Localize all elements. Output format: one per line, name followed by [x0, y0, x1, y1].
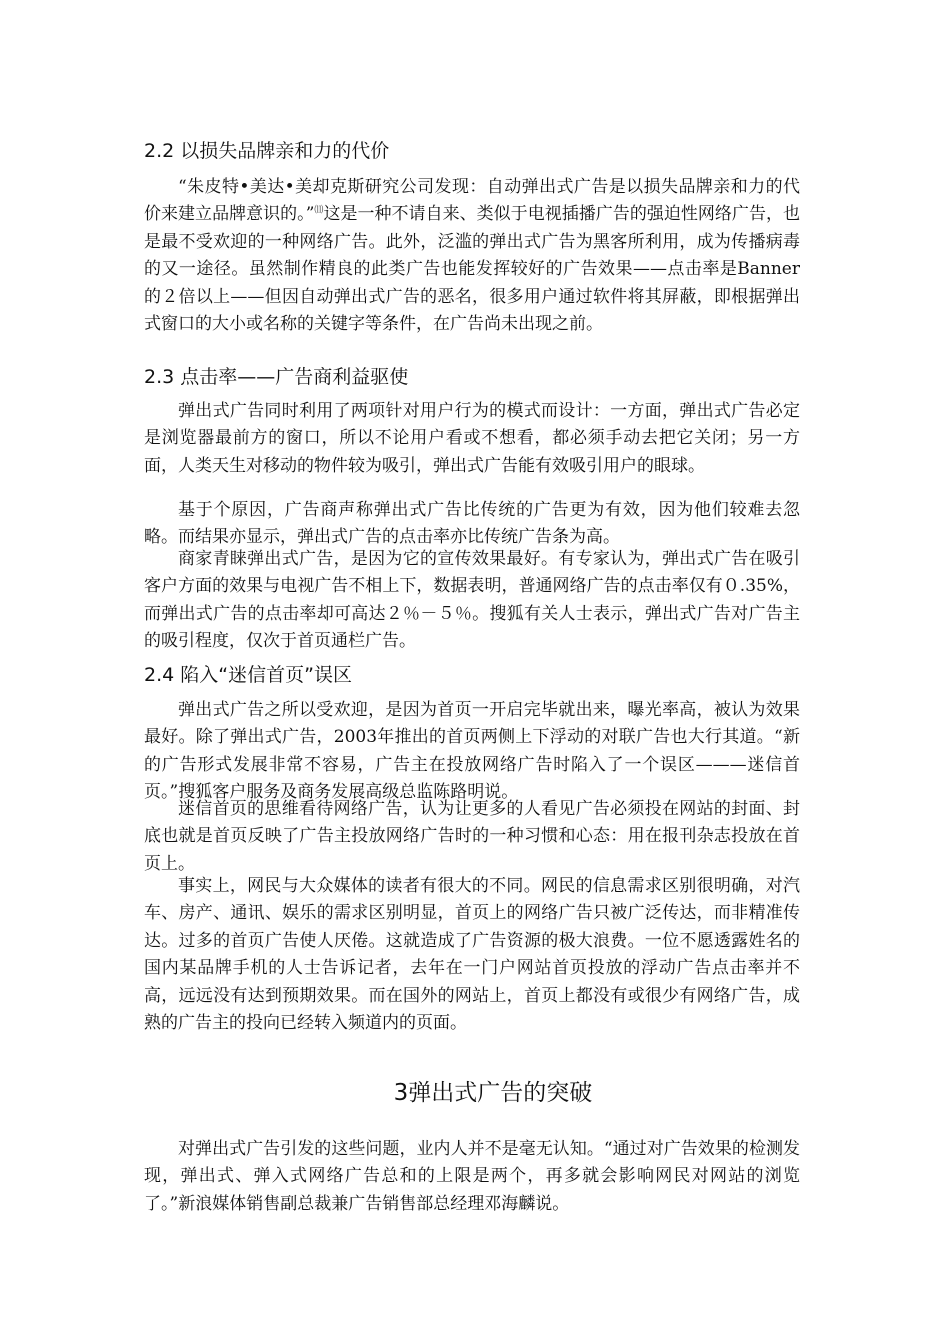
paragraph: 基于个原因，广告商声称弹出式广告比传统的广告更为有效，因为他们较难去忽略。而结果亦显示，弹出式广告的点击率亦比传统广告条为高。: [144, 500, 800, 548]
section-heading-2-2: 2.2 以损失品牌亲和力的代价: [144, 140, 390, 162]
footnote-marker: ⑾: [314, 205, 324, 216]
chapter-heading-3: 3弹出式广告的突破: [393, 1080, 593, 1106]
paragraph: 事实上，网民与大众媒体的读者有很大的不同。网民的信息需求区别很明确，对汽车、房产、通讯、娱乐的需求区别明显，首页上的网络广告只被广泛传达，而非精准传达。过多的首页广告使人厌倦。这就造成了广告资源的极大浪费。一位不愿透露姓名的国内某品牌手机的人士告诉记者，去年在一门户网站首页投放的浮动广告点击率并不高，远远没有达到预期效果。而在国外的网站上，首页上都没有或很少有网络广告，成熟的广告主的投向已经转入频道内的页面。: [144, 876, 800, 1034]
paragraph: [144, 174, 800, 338]
paragraph: 迷信首页的思维看待网络广告，认为让更多的人看见广告必须投在网站的封面、封底也就是首页反映了广告主投放网络广告时的一种习惯和心态：用在报刊杂志投放在首页上。: [144, 799, 800, 874]
paragraph: 对弹出式广告引发的这些问题，业内人并不是毫无认知。“通过对广告效果的检测发现，弹出式、弹入式网络广告总和的上限是两个，再多就会影响网民对网站的浏览了。”新浪媒体销售副总裁兼广告销售部总经理邓海麟说。: [144, 1139, 800, 1214]
quote-text: “朱皮特•美达•美却克斯研究公司发现：自动弹出式广告是以损失品牌亲和力的代价来建立品牌意识的。”: [144, 177, 800, 225]
section-heading-2-4: 2.4 陷入“迷信首页”误区: [144, 664, 352, 686]
paragraph: 弹出式广告同时利用了两项针对用户行为的模式而设计：一方面，弹出式广告必定是浏览器最前方的窗口，所以不论用户看或不想看，都必须手动去把它关闭；另一方面，人类天生对移动的物件较为吸引，弹出式广告能有效吸引用户的眼球。: [144, 401, 800, 476]
paragraph: 商家青睐弹出式广告，是因为它的宣传效果最好。有专家认为，弹出式广告在吸引客户方面的效果与电视广告不相上下，数据表明，普通网络广告的点击率仅有０.35%，而弹出式广告的点击率却可高达２％－５％。搜狐有关人士表示，弹出式广告对广告主的吸引程度，仅次于首页通栏广告。: [144, 549, 800, 652]
section-heading-2-3: 2.3 点击率——广告商利益驱使: [144, 366, 409, 388]
paragraph: 弹出式广告之所以受欢迎，是因为首页一开启完毕就出来，曝光率高，被认为效果最好。除了弹出式广告，2003年推出的首页两侧上下浮动的对联广告也大行其道。“新的广告形式发展非常不容易，广告主在投放网络广告时陷入了一个误区———迷信首页。”搜狐客户服务及商务发展高级总监陈路明说。: [144, 700, 800, 803]
paragraph-text: 这是一种不请自来、类似于电视插播广告的强迫性网络广告，也是最不受欢迎的一种网络广告。此外，泛滥的弹出式广告为黑客所利用，成为传播病毒的又一途径。虽然制作精良的此类广告也能发挥较好的广告效果——点击率是Banner的２倍以上——但因自动弹出式广告的恶名，很多用户通过软件将其屏蔽，即根据弹出式窗口的大小或名称的关键字等条件，在广告尚未出现之前。: [144, 204, 800, 335]
